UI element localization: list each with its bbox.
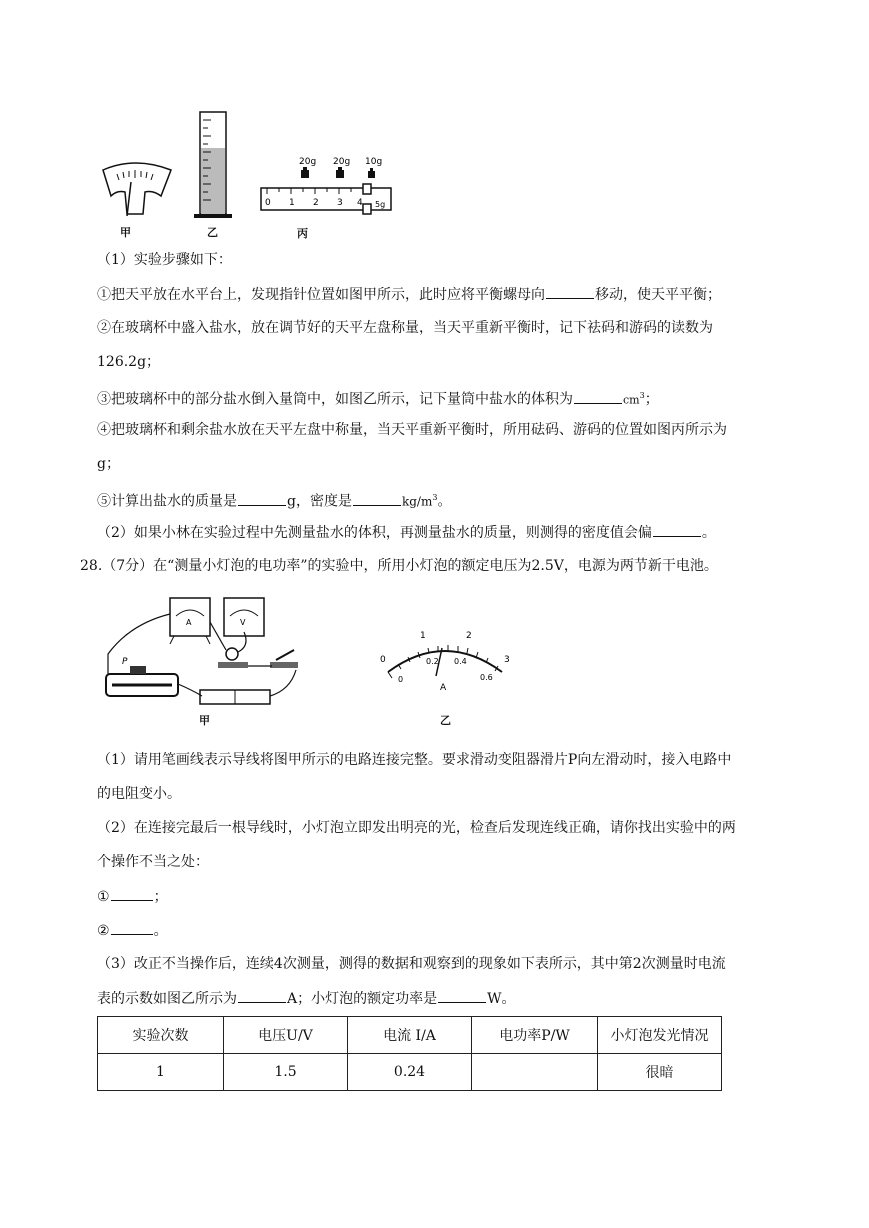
q28-sub1-cont: 的电阻变小。 [97,786,181,802]
switch [270,662,298,668]
scale-bottom-2: 0.4 [454,657,467,666]
table-cell: 1 [98,1054,224,1091]
ruler-tick-1: 1 [289,198,295,208]
ruler-tick-0: 0 [265,198,271,208]
table-row [98,1054,722,1091]
weight-label-2: 20g [333,157,351,167]
ruler-end-label: 5g [375,200,386,209]
fig1-caption-bing: 丙 [297,227,308,240]
q27-step4-cont: g； [97,456,120,472]
table-cell[interactable] [472,1054,598,1091]
lamp [226,648,238,660]
q27-step3: ③把玻璃杯中的部分盐水倒入量筒中，如图乙所示，记下量筒中盐水的体积为 $cm^3$； [97,386,659,411]
table-header-cell: 电压U/V [224,1017,348,1054]
scale-top-2: 2 [466,631,472,641]
q28-sub3-cont: 表的示数如图乙所示为 A；小灯泡的额定功率是 W。 [97,988,516,1009]
fig2-caption-yi: 乙 [440,714,451,727]
fig1-caption-yi: 乙 [207,226,218,239]
rider [363,184,371,194]
ruler-tick-4: 4 [357,198,363,208]
svg-text:P: P [122,657,128,667]
q27-step2: ②在玻璃杯中盛入盐水，放在调节好的天平左盘称量，当天平重新平衡时，记下祛码和游码的读数为 [97,320,713,336]
scale-top-0: 0 [380,655,386,665]
q28-item2: ② 。 [97,920,168,941]
answer-blank[interactable] [353,491,401,506]
svg-text:V: V [240,618,246,627]
measurement-table [97,1016,722,1091]
q27-step4: ④把玻璃杯和剩余盐水放在天平左盘中称量，当天平重新平衡时，所用砝码、游码的位置如图丙所示为 [97,422,727,438]
q28-item1: ① ； [97,886,168,907]
circuit-diagram [100,594,320,714]
voltmeter [224,598,264,636]
answer-blank[interactable] [238,988,286,1003]
q28-sub2: （2）在连接完最后一根导线时，小灯泡立即发出明亮的光，检查后发现连线正确，请你找出实验中的两 [97,820,736,836]
answer-blank[interactable] [546,284,594,299]
answer-blank[interactable] [111,886,153,901]
table-header-cell: 电功率P/W [472,1017,598,1054]
scale-bottom-1: 0.2 [426,657,439,666]
q28-sub1: （1）请用笔画线表示导线将图甲所示的电路连接完整。要求滑动变阻器滑片P向左滑动时，接入电路中 [97,752,732,768]
q28-sub3: （3）改正不当操作后，连续4次测量，测得的数据和观察到的现象如下表所示，其中第2次测量时电流 [97,956,726,972]
table-cell: 很暗 [598,1054,722,1091]
ruler-tick-3: 3 [337,198,343,208]
balance-pointer-scale [103,163,171,216]
answer-blank[interactable] [653,522,701,537]
svg-text:A: A [186,618,192,627]
q28-sub2-cont: 个操作不当之处： [97,854,209,870]
q27-sub1-title: （1）实验步骤如下： [97,252,232,268]
table-header-cell: 电流 I/A [348,1017,472,1054]
q27-step1: ①把天平放在水平台上，发现指针位置如图甲所示，此时应将平衡螺母向 移动，使天平平衡； [97,284,721,305]
weights-and-rider-ruler [261,157,391,214]
answer-blank[interactable] [438,988,486,1003]
weight-label-1: 20g [299,157,317,167]
table-header-cell: 小灯泡发光情况 [598,1017,722,1054]
scale-bottom-0: 0 [398,675,404,684]
answer-blank[interactable] [238,491,286,506]
scale-top-1: 1 [420,631,426,641]
q27-step5: ⑤计算出盐水的质量是 g，密度是 $kg/m^3$。 [97,488,451,512]
graduated-cylinder [194,112,232,218]
ruler-tick-2: 2 [313,198,319,208]
scale-top-3: 3 [504,655,510,665]
table-header-row [98,1017,722,1054]
answer-blank[interactable] [574,389,622,404]
table-cell: 0.24 [348,1054,472,1091]
scale-bottom-3: 0.6 [480,673,493,682]
fig2-caption-jia: 甲 [199,714,210,727]
q28-intro: 28.（7分）在“测量小灯泡的电功率”的实验中，所用小灯泡的额定电压为2.5V，电源为两节新干电池。 [80,558,718,574]
figure-balance-cylinder-ruler [95,108,415,240]
table-cell: 1.5 [224,1054,348,1091]
ammeter-scale [370,622,520,692]
table-header-cell: 实验次数 [98,1017,224,1054]
answer-blank[interactable] [111,920,153,935]
q27-sub2: （2）如果小林在实验过程中先测量盐水的体积，再测量盐水的质量，则测得的密度值会偏 。 [97,522,716,543]
ammeter-unit: A [440,683,447,692]
ammeter [170,598,210,636]
fig1-caption-jia: 甲 [120,226,131,239]
q27-step2-cont: 126.2g； [97,354,161,370]
weight-label-3: 10g [365,157,383,167]
